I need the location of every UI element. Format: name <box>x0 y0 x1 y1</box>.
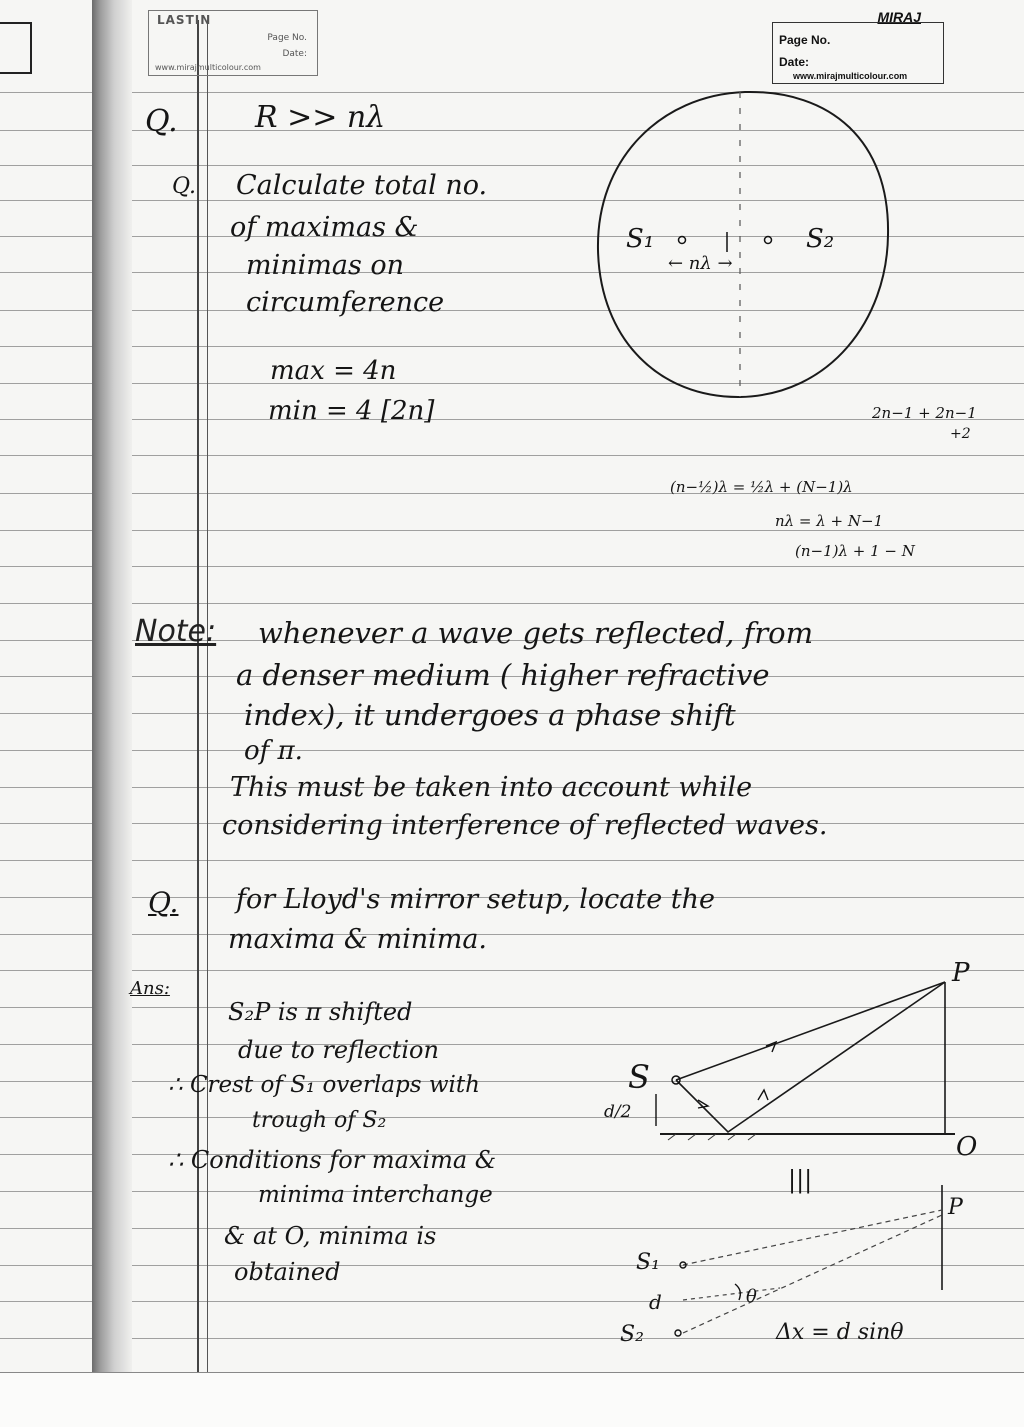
answer-min: min = 4 [2n] <box>268 396 435 426</box>
angle-label: θ <box>746 1286 757 1307</box>
source-s2-dot <box>675 1330 681 1336</box>
page-no-label: Page No. <box>779 33 831 47</box>
answer-line: trough of S₂ <box>252 1108 387 1133</box>
stamp-line: www.mirajmulticolour.com <box>155 63 261 72</box>
answer-max: max = 4n <box>270 356 397 386</box>
point-p-label: P <box>948 1195 963 1220</box>
equivalent-mark: ||| <box>788 1166 813 1194</box>
answer-line: & at O, minima is <box>224 1222 437 1250</box>
question-label: Q. <box>145 104 178 139</box>
question-line: of maximas & <box>230 212 419 243</box>
question-line: Calculate total no. <box>236 170 488 201</box>
source-s2-label: S₂ <box>620 1322 644 1347</box>
ray-from-s2 <box>683 1215 942 1333</box>
side-calc: 2n−1 + 2n−1 <box>872 404 977 422</box>
side-calc: +2 <box>950 426 971 442</box>
note-line: index), it undergoes a phase shift <box>244 698 736 732</box>
note-line: This must be taken into account while <box>230 772 753 803</box>
ray-from-s1 <box>683 1210 942 1265</box>
path-difference-label: Δx = d sinθ <box>776 1320 904 1345</box>
answer-line: minima interchange <box>258 1182 493 1208</box>
answer-line: obtained <box>234 1258 341 1286</box>
side-calc: (n−½)λ = ½λ + (N−1)λ <box>670 478 853 496</box>
angle-arc <box>735 1284 740 1300</box>
stamp-line: Date: <box>282 49 307 59</box>
website: www.mirajmulticolour.com <box>793 71 908 81</box>
answer-line: ∴ Crest of S₁ overlaps with <box>168 1072 480 1098</box>
question-line: circumference <box>246 287 445 318</box>
source-s1-label: S₁ <box>636 1250 660 1275</box>
point-o-label: O <box>956 1132 978 1162</box>
question-line: maxima & minima. <box>228 924 488 955</box>
answer-line: S₂P is π shifted <box>228 998 413 1026</box>
separation-label: d <box>649 1290 662 1314</box>
source-s1-label: S₁ <box>626 224 655 254</box>
center-line <box>683 1288 780 1300</box>
condition-text: R >> nλ <box>255 100 386 135</box>
separation-label: ← nλ → <box>668 253 733 274</box>
note-label: Note: <box>135 614 217 649</box>
answer-line: due to reflection <box>238 1036 439 1064</box>
half-sep-label: d/2 <box>604 1102 632 1122</box>
note-line: a denser medium ( higher refractive <box>236 658 770 692</box>
source-label: S <box>628 1058 650 1096</box>
answer-label: Ans: <box>130 978 170 999</box>
question-line: for Lloyd's mirror setup, locate the <box>236 884 716 915</box>
page-bottom-edge <box>0 1372 1024 1427</box>
stamp-brand: LASTIN <box>157 13 212 27</box>
stamp-line: Page No. <box>267 33 307 43</box>
note-line: considering interference of reflected waves. <box>222 810 828 841</box>
side-calc: (n−1)λ + 1 − N <box>795 542 915 560</box>
point-p-label: P <box>952 958 970 988</box>
note-line: whenever a wave gets reflected, from <box>258 616 814 650</box>
notebook-brand: MIRAJ <box>877 9 921 25</box>
side-calc: nλ = λ + N−1 <box>775 512 884 530</box>
date-label: Date: <box>779 55 810 69</box>
source-s2-label: S₂ <box>806 224 835 254</box>
question-label: Q. <box>172 174 196 199</box>
question-line: minimas on <box>246 250 405 281</box>
note-line: of π. <box>244 736 303 766</box>
question-label: Q. <box>148 886 179 919</box>
answer-line: ∴ Conditions for maxima & <box>168 1146 497 1174</box>
